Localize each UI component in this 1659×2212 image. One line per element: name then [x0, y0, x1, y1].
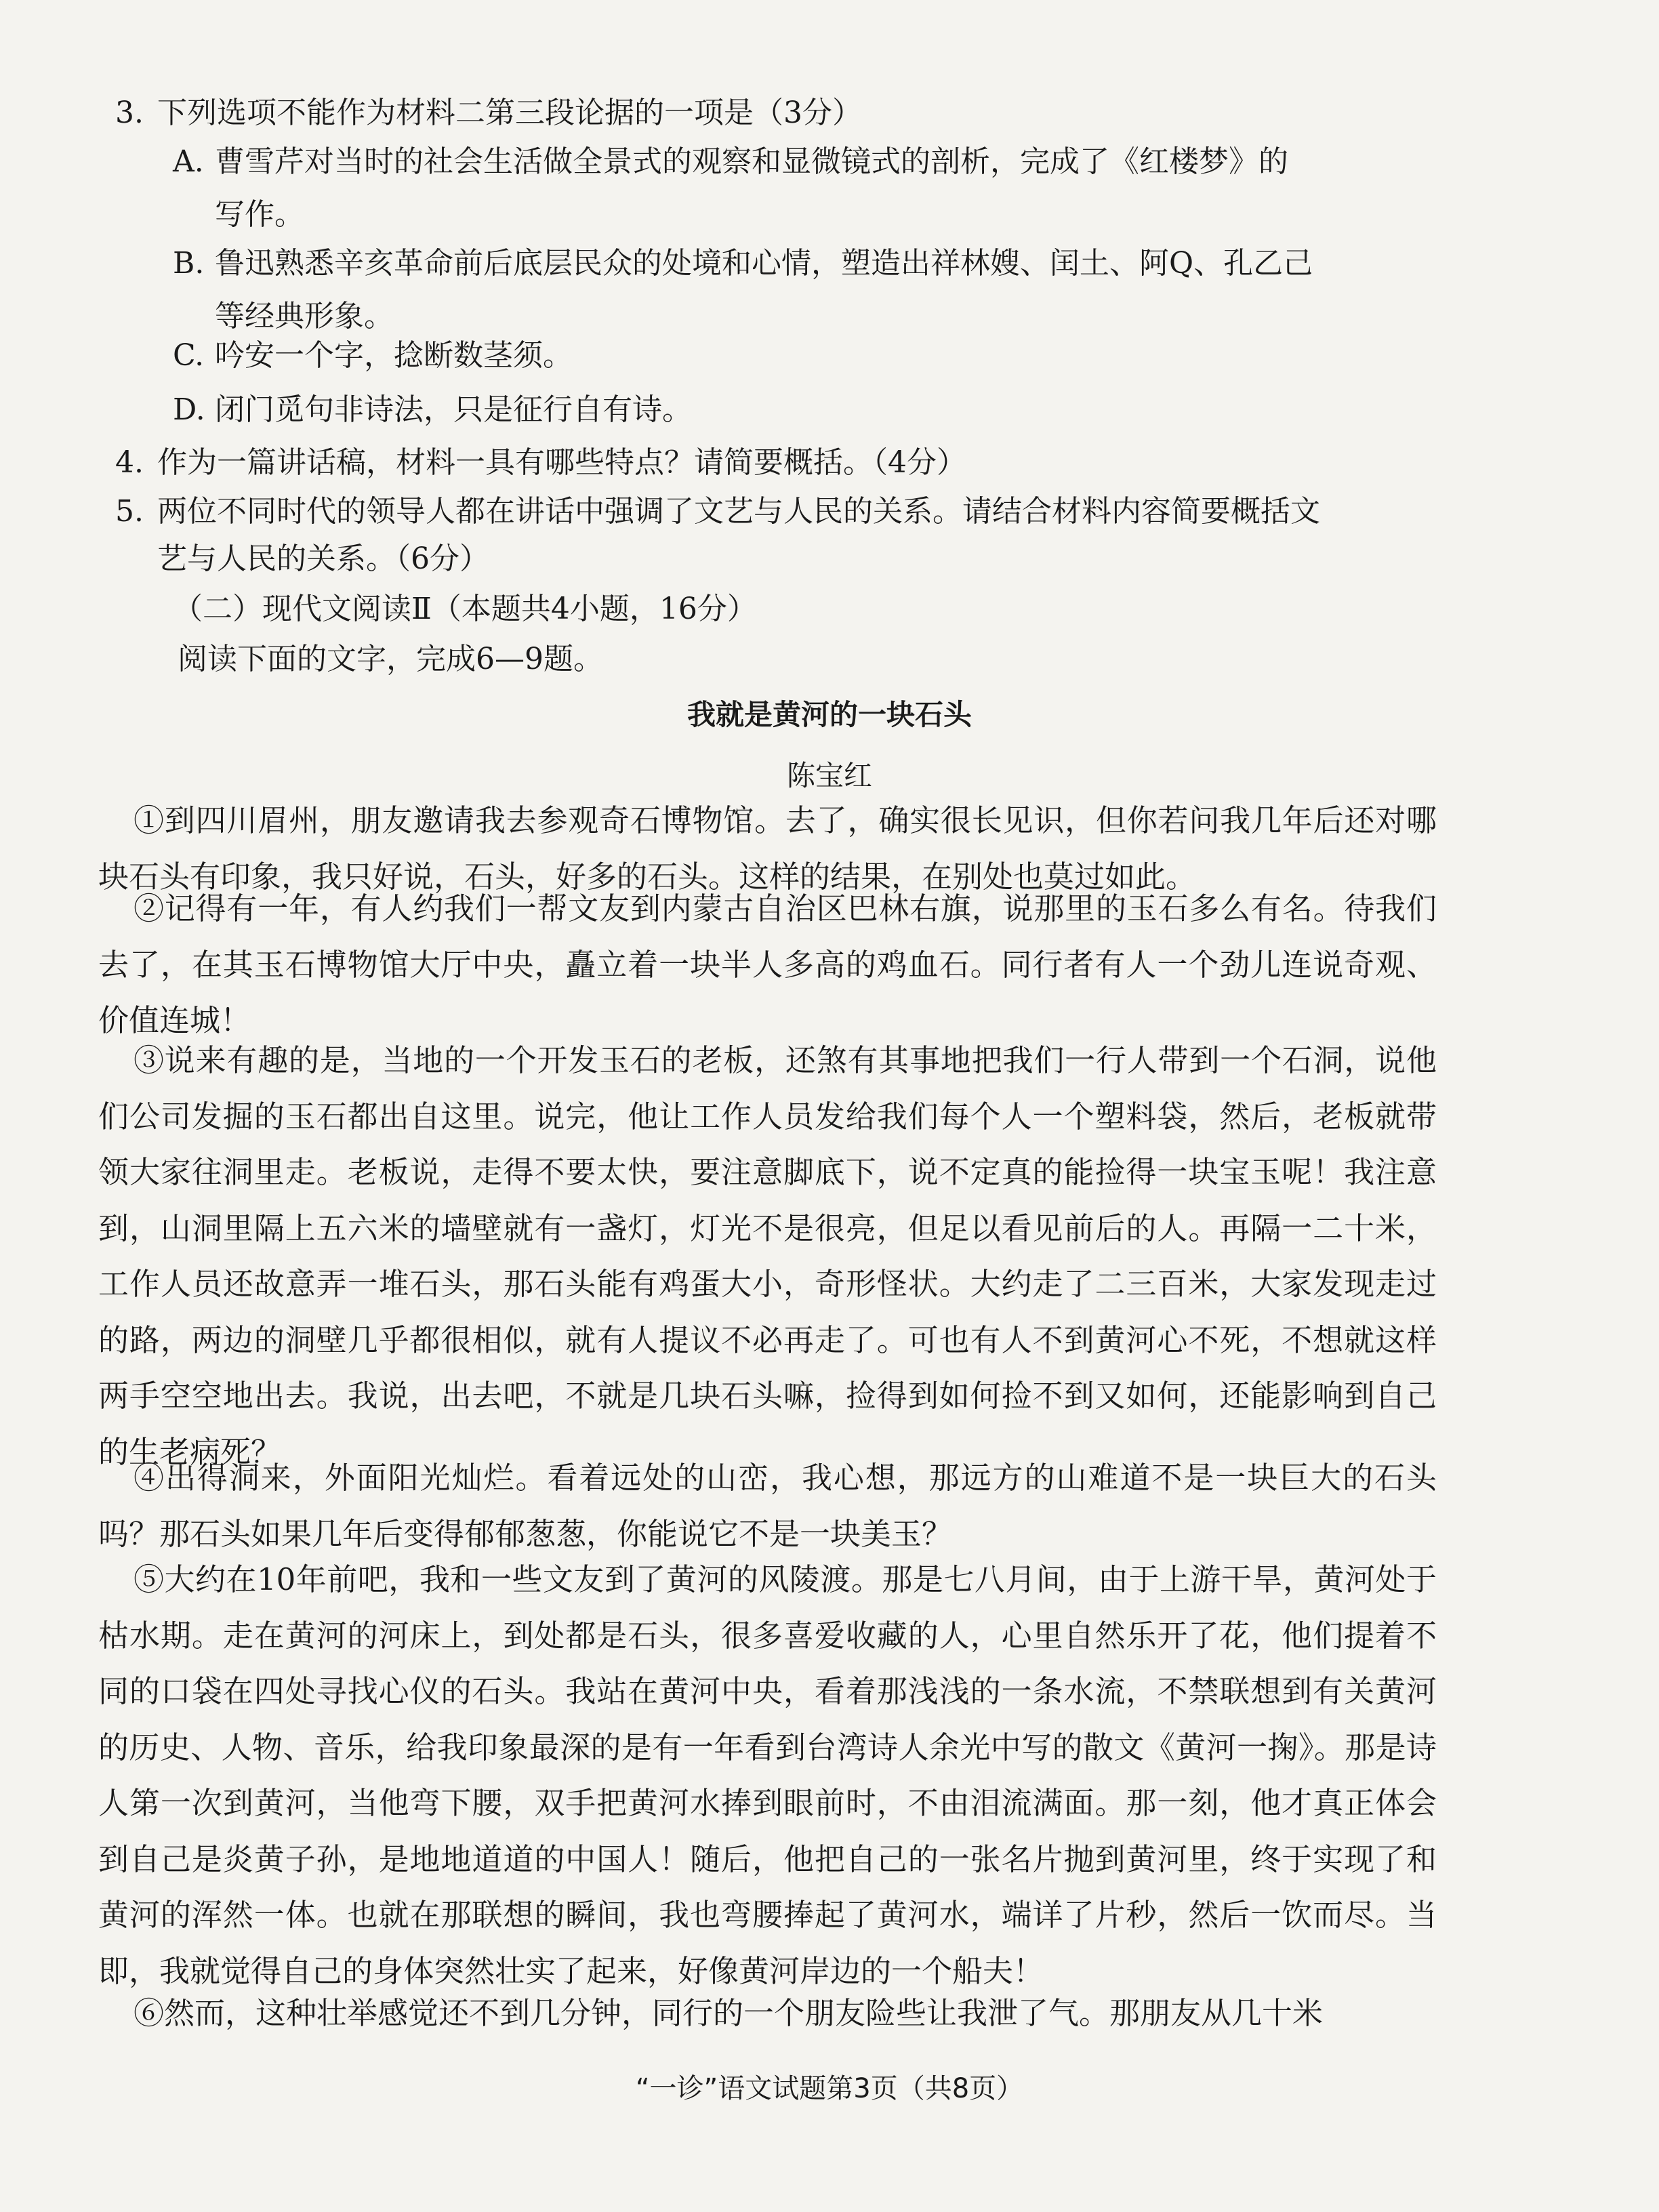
question-4 — [115, 436, 1471, 489]
option-label: A. — [173, 144, 204, 179]
question-text: 下列选项不能作为材料二第三段论据的一项是（3分） — [157, 96, 862, 130]
option-text: 吟安一个字，捻断数茎须。 — [215, 338, 573, 373]
option-c — [173, 329, 1481, 382]
option-d — [173, 384, 1481, 436]
question-text-continued: 艺与人民的关系。（6分） — [157, 541, 489, 576]
page-footer: “一诊”语文试题第3页（共8页） — [635, 2073, 1024, 2104]
article-paragraph-5: ⑤大约在10年前吧，我和一些文友到了黄河的风陵渡。那是七八月间，由于上游干旱，黄河处于枯水期。走在黄河的河床上，到处都是石头，很多喜爱收藏的人，心里自然乐开了花，他们提着不同的口袋在四处寻找心仪的石头。我站在黄河中央，看着那浅浅的一条水流，不禁联想到有关黄河的历史、人物、音乐，给我印象最深的是有一年看到台湾诗人余光中写的散文《黄河一掬》。那是诗人第一次到黄河，当他弯下腰，双手把黄河水捧到眼前时，不由泪流满面。那一刻，他才真正体会到自己是炎黄子孙，是地地道道的中国人！随后，他把自己的一张名片抛到黄河里，终于实现了和黄河的浑然一体。也就在那联想的瞬间，我也弯腰捧起了黄河水，端详了片秒，然后一饮而尽。当即，我就觉得自己的身体突然壮实了起来，好像黄河岸边的一个船夫！ — [98, 1561, 1437, 1989]
article-author: 陈宝红 — [786, 759, 872, 792]
question-number: 4. — [115, 445, 144, 480]
option-a — [173, 136, 1481, 241]
article-paragraph-4: ④出得洞来，外面阳光灿烂。看着远处的山峦，我心想，那远方的山难道不是一块巨大的石头吗？那石头如果几年后变得郁郁葱葱，你能说它不是一块美玉？ — [98, 1460, 1437, 1552]
question-text: 两位不同时代的领导人都在讲话中强调了文艺与人民的关系。请结合材料内容简要概括文 — [157, 494, 1320, 529]
article-paragraph-2: ②记得有一年，有人约我们一帮文友到内蒙古自治区巴林右旗，说那里的玉石多么有名。待我们去了，在其玉石博物馆大厅中央，矗立着一块半人多高的鸡血石。同行者有人一个劲儿连说奇观、价值连城！ — [98, 890, 1437, 1038]
option-text: 鲁迅熟悉辛亥革命前后底层民众的处境和心情，塑造出祥林嫂、闰土、阿Q、孔乙己 — [215, 246, 1313, 281]
article-paragraph-6: ⑥然而，这种壮举感觉还不到几分钟，同行的一个朋友险些让我泄了气。那朋友从几十米 — [134, 1995, 1324, 2031]
question-5 — [115, 485, 1471, 538]
question-text: 作为一篇讲话稿，材料一具有哪些特点？请简要概括。（4分） — [157, 445, 966, 480]
option-label: C. — [173, 338, 205, 373]
article-paragraph-1: ①到四川眉州，朋友邀请我去参观奇石博物馆。去了，确实很长见识，但你若问我几年后还对哪块石头有印象，我只好说，石头，好多的石头。这样的结果，在别处也莫过如此。 — [98, 802, 1437, 895]
option-label: B. — [173, 246, 205, 281]
option-text: 闭门觅句非诗法，只是征行自有诗。 — [215, 392, 692, 427]
option-text: 曹雪芹对当时的社会生活做全景式的观察和显微镜式的剖析，完成了《红楼梦》的 — [215, 144, 1288, 179]
section-title: （二）现代文阅读Ⅱ（本题共4小题，16分） — [173, 592, 757, 626]
section-instruction: 阅读下面的文字，完成6—9题。 — [178, 642, 603, 676]
question-5-continued — [157, 533, 1513, 586]
option-text-continued: 写作。 — [215, 197, 304, 232]
question-3 — [115, 87, 1471, 140]
option-b — [173, 237, 1481, 343]
article-title: 我就是黄河的一块石头 — [687, 698, 972, 731]
article-paragraph-3: ③说来有趣的是，当地的一个开发玉石的老板，还煞有其事地把我们一行人带到一个石洞，说他们公司发掘的玉石都出自这里。说完，他让工作人员发给我们每个人一个塑料袋，然后，老板就带领大家往洞里走。老板说，走得不要太快，要注意脚底下，说不定真的能捡得一块宝玉呢！我注意到，山洞里隔上五六米的墙壁就有一盏灯，灯光不是很亮，但足以看见前后的人。再隔一二十米，工作人员还故意弄一堆石头，那石头能有鸡蛋大小，奇形怪状。大约走了二三百米，大家发现走过的路，两边的洞壁几乎都很相似，就有人提议不必再走了。可也有人不到黄河心不死，不想就这样两手空空地出去。我说，出去吧，不就是几块石头嘛，捡得到如何捡不到又如何，还能影响到自己的生老病死？ — [98, 1042, 1437, 1470]
option-label: D. — [173, 392, 205, 427]
question-number: 5. — [115, 494, 144, 529]
option-text-continued: 等经典形象。 — [215, 299, 394, 333]
question-number: 3. — [115, 96, 144, 130]
